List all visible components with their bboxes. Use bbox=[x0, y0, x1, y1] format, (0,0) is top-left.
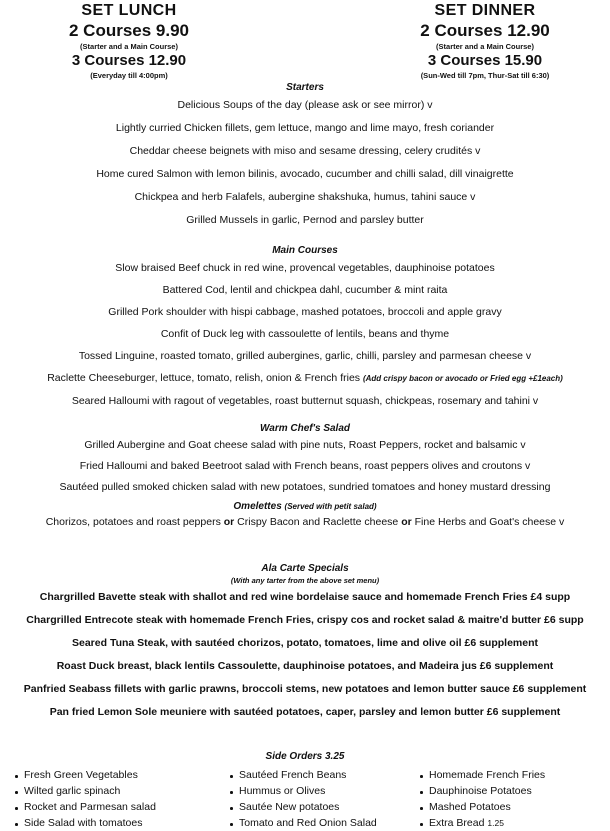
set-dinner-hours-note: (Sun-Wed till 7pm, Thur-Sat till 6:30) bbox=[420, 71, 550, 80]
main-courses-section bbox=[0, 244, 610, 412]
starters-heading: Starters bbox=[286, 82, 324, 93]
list-item: Sautée New potatoes bbox=[229, 799, 419, 815]
list-item: Mashed Potatoes bbox=[419, 799, 599, 815]
list-item: Sautéed French Beans bbox=[229, 767, 419, 783]
list-item-extra-bread bbox=[419, 815, 599, 831]
warm-chefs-salad-section bbox=[0, 422, 610, 498]
set-lunch-three-course-price: 3 Courses 12.90 bbox=[71, 52, 187, 69]
list-item: Side Salad with tomatoes bbox=[14, 815, 229, 831]
extra-bread-price: 1.25 bbox=[487, 818, 504, 828]
side-orders-column-1 bbox=[14, 767, 229, 831]
set-lunch-title: SET LUNCH bbox=[81, 2, 177, 19]
menu-item: Seared Halloumi with ragout of vegetables, roast butternut squash, chickpeas, rosemary and tahini v bbox=[71, 395, 539, 407]
menu-item: Chargrilled Bavette steak with shallot and red wine bordelaise sauce and homemade French Fries £4 supp bbox=[39, 591, 571, 603]
menu-item: Battered Cod, lentil and chickpea dahl, cucumber & mint raita bbox=[162, 284, 448, 296]
menu-item: Tossed Linguine, roasted tomato, grilled aubergines, garlic, chilli, parsley and parmesan cheese v bbox=[78, 350, 532, 362]
list-item: Wilted garlic spinach bbox=[14, 783, 229, 799]
set-dinner-title: SET DINNER bbox=[434, 2, 536, 19]
menu-item: Grilled Pork shoulder with hispi cabbage, mashed potatoes, broccoli and apple gravy bbox=[108, 306, 502, 318]
menu-item: Slow braised Beef chuck in red wine, provencal vegetables, dauphinoise potatoes bbox=[115, 262, 495, 274]
menu-item: Pan fried Lemon Sole meuniere with sautéed potatoes, caper, parsley and lemon butter £6 supplement bbox=[49, 706, 561, 718]
ala-carte-heading bbox=[0, 562, 610, 586]
ala-carte-heading-label: Ala Carte Specials bbox=[261, 563, 349, 574]
menu-item: Grilled Aubergine and Goat cheese salad with pine nuts, Roast Peppers, rocket and balsamic v bbox=[84, 439, 526, 451]
set-dinner-three-course-price: 3 Courses 15.90 bbox=[427, 52, 543, 69]
omelette-separator-1: or bbox=[223, 516, 235, 528]
omelette-separator-2: or bbox=[401, 516, 412, 528]
menu-item: Seared Tuna Steak, with sautéed chorizos, potato, tomatoes, lime and olive oil £6 supplement bbox=[72, 637, 538, 649]
menu-item: Fried Halloumi and baked Beetroot salad with French beans, roast peppers olives and croutons v bbox=[79, 460, 531, 472]
cheeseburger-addons-note: (Add crispy bacon or avocado or Fried egg +£1each) bbox=[362, 374, 563, 383]
list-item: Fresh Green Vegetables bbox=[14, 767, 229, 783]
set-dinner-two-course-price: 2 Courses 12.90 bbox=[420, 21, 550, 40]
set-dinner-block bbox=[370, 2, 600, 81]
menu-item: Home cured Salmon with lemon bilinis, avocado, cucumber and chilli salad, dill vinaigrette bbox=[96, 168, 514, 180]
set-lunch-two-course-price: 2 Courses 9.90 bbox=[68, 21, 189, 40]
omelette-option-2: Crispy Bacon and Raclette cheese bbox=[234, 516, 402, 528]
warm-chefs-salad-heading: Warm Chef's Salad bbox=[260, 423, 350, 434]
list-item: Rocket and Parmesan salad bbox=[14, 799, 229, 815]
list-item: Tomato and Red Onion Salad bbox=[229, 815, 419, 831]
ala-carte-heading-note: (With any tarter from the above set menu) bbox=[230, 576, 380, 585]
side-orders-column-2 bbox=[229, 767, 419, 831]
omelettes-heading-note: (Served with petit salad) bbox=[284, 502, 377, 511]
side-orders-column-3 bbox=[419, 767, 599, 831]
menu-item: Delicious Soups of the day (please ask or see mirror) v bbox=[177, 99, 433, 111]
list-item: Dauphinoise Potatoes bbox=[419, 783, 599, 799]
menu-item: Chickpea and herb Falafels, aubergine shakshuka, humus, tahini sauce v bbox=[134, 191, 476, 203]
set-lunch-hours-note: (Everyday till 4:00pm) bbox=[90, 71, 168, 80]
menu-item: Cheddar cheese beignets with miso and sesame dressing, celery crudités v bbox=[129, 145, 481, 157]
menu-item: Panfried Seabass fillets with garlic prawns, broccoli stems, new potatoes and lemon butter sauce £6 supplement bbox=[23, 683, 587, 695]
set-lunch-block bbox=[14, 2, 244, 81]
menu-item: Grilled Mussels in garlic, Pernod and parsley butter bbox=[186, 214, 424, 226]
omelettes-section bbox=[0, 500, 610, 532]
menu-item: Lightly curried Chicken fillets, gem lettuce, mango and lime mayo, fresh coriander bbox=[115, 122, 495, 134]
omelette-option-3: Fine Herbs and Goat's cheese v bbox=[411, 516, 565, 528]
set-dinner-two-course-note: (Starter and a Main Course) bbox=[436, 42, 534, 51]
omelette-option-1: Chorizos, potatoes and roast peppers bbox=[45, 516, 224, 528]
list-item: Homemade French Fries bbox=[419, 767, 599, 783]
side-orders-section bbox=[0, 750, 610, 831]
menu-item: Chargrilled Entrecote steak with homemade French Fries, crispy cos and rocket salad & maitre'd butter £6 supp bbox=[26, 614, 584, 626]
omelettes-heading-label: Omelettes bbox=[233, 501, 282, 512]
menu-item: Sautéed pulled smoked chicken salad with new potatoes, sundried tomatoes and honey mustard dressing bbox=[59, 481, 551, 493]
menu-item-omelettes bbox=[0, 513, 610, 532]
omelettes-heading bbox=[0, 500, 610, 513]
main-courses-heading: Main Courses bbox=[272, 245, 338, 256]
starters-section bbox=[0, 81, 610, 232]
extra-bread-label: Extra Bread bbox=[429, 817, 488, 829]
list-item: Hummus or Olives bbox=[229, 783, 419, 799]
set-lunch-two-course-note: (Starter and a Main Course) bbox=[80, 42, 178, 51]
menu-header bbox=[0, 0, 610, 81]
menu-item: Roast Duck breast, black lentils Cassoulette, dauphinoise potatoes, and Madeira jus £6 supplement bbox=[56, 660, 554, 672]
menu-item-cheeseburger bbox=[0, 367, 610, 390]
cheeseburger-description: Raclette Cheeseburger, lettuce, tomato, relish, onion & French fries bbox=[47, 372, 363, 384]
side-orders-heading: Side Orders 3.25 bbox=[265, 751, 345, 762]
side-orders-columns bbox=[0, 763, 610, 831]
menu-item: Confit of Duck leg with cassoulette of lentils, beans and thyme bbox=[160, 328, 450, 340]
